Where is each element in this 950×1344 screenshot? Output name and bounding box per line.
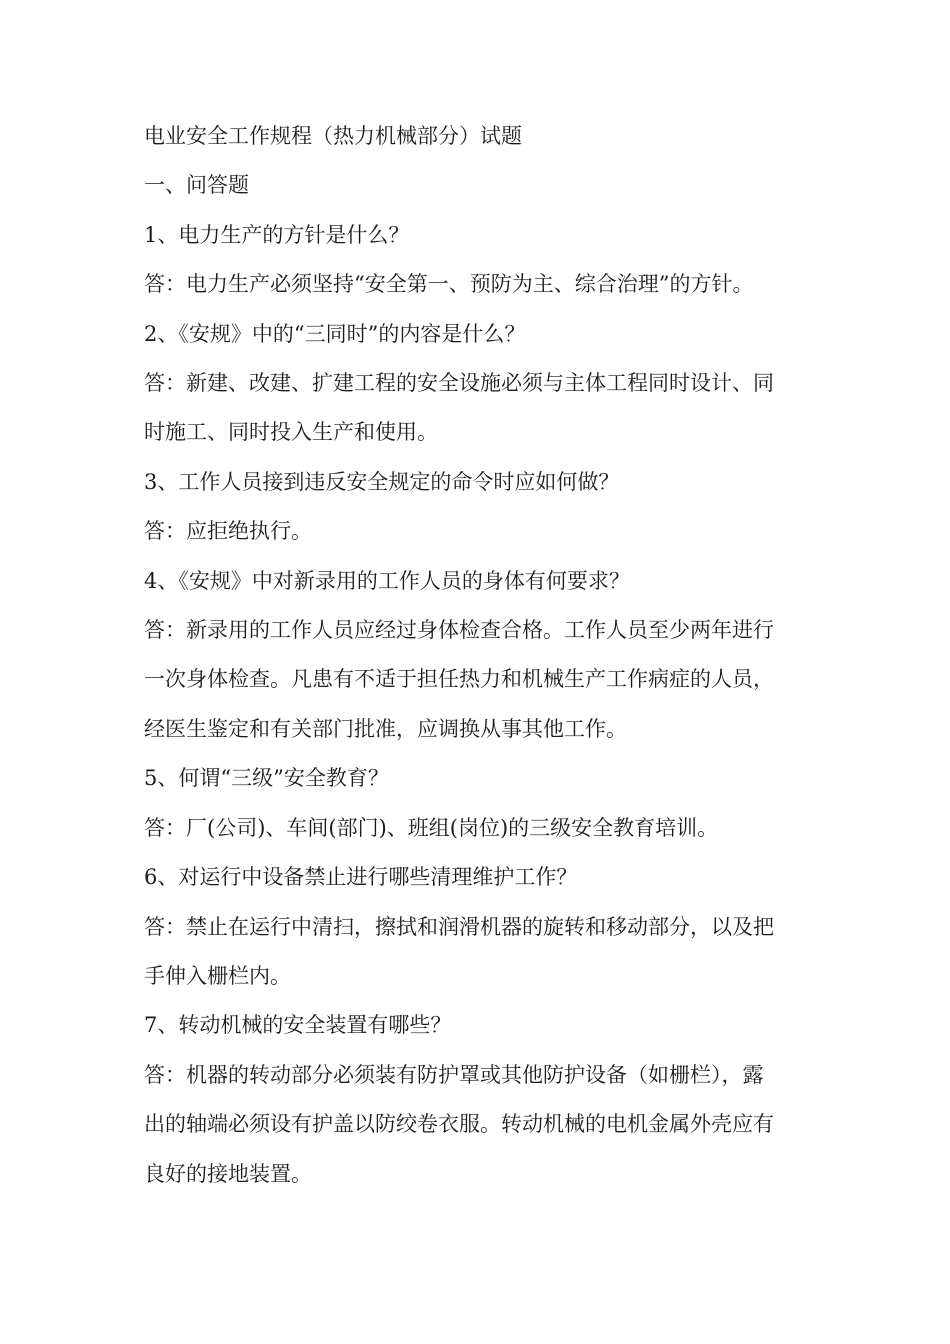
question-5: 5、何谓“三级”安全教育？ bbox=[144, 766, 389, 791]
answer-4-line-1: 答：新录用的工作人员应经过身体检查合格。工作人员至少两年进行 bbox=[144, 618, 774, 643]
qa-item-6 bbox=[144, 853, 810, 1001]
question-4: 4、《安规》中对新录用的工作人员的身体有何要求？ bbox=[144, 568, 630, 593]
section-heading: 一、问答题 bbox=[144, 173, 249, 198]
question-3: 3、工作人员接到违反安全规定的命令时应如何做？ bbox=[144, 469, 620, 494]
document-title: 电业安全工作规程（热力机械部分）试题 bbox=[144, 124, 522, 148]
qa-item-7 bbox=[144, 1001, 810, 1199]
question-7: 7、转动机械的安全装置有哪些？ bbox=[144, 1013, 452, 1038]
document-page bbox=[144, 112, 810, 1199]
answer-7-line-1: 答：机器的转动部分必须装有防护罩或其他防护设备（如栅栏），露 bbox=[144, 1062, 764, 1087]
answer-2-line-2: 时施工、同时投入生产和使用。 bbox=[144, 420, 438, 445]
answer-7-line-2: 出的轴端必须设有护盖以防绞卷衣服。转动机械的电机金属外壳应有 bbox=[144, 1112, 774, 1137]
question-1: 1、电力生产的方针是什么？ bbox=[144, 222, 410, 247]
answer-4-line-3: 经医生鉴定和有关部门批准，应调换从事其他工作。 bbox=[144, 716, 627, 741]
qa-item-4 bbox=[144, 557, 810, 755]
answer-2-line-1: 答：新建、改建、扩建工程的安全设施必须与主体工程同时设计、同 bbox=[144, 371, 774, 396]
qa-item-5 bbox=[144, 754, 810, 853]
qa-item-1 bbox=[144, 211, 810, 310]
answer-6-line-1: 答：禁止在运行中清扫，擦拭和润滑机器的旋转和移动部分，以及把 bbox=[144, 914, 774, 939]
answer-7-line-3: 良好的接地装置。 bbox=[144, 1161, 312, 1186]
answer-6-line-2: 手伸入栅栏内。 bbox=[144, 963, 291, 988]
answer-4-line-2: 一次身体检查。凡患有不适于担任热力和机械生产工作病症的人员， bbox=[144, 667, 774, 692]
answer-3-line-1: 答：应拒绝执行。 bbox=[144, 519, 312, 544]
question-6: 6、对运行中设备禁止进行哪些清理维护工作？ bbox=[144, 865, 578, 890]
question-2: 2、《安规》中的“三同时”的内容是什么？ bbox=[144, 321, 526, 346]
answer-1-line-1: 答：电力生产必须坚持“安全第一、预防为主、综合治理”的方针。 bbox=[144, 272, 754, 297]
qa-item-2 bbox=[144, 310, 810, 458]
answer-5-line-1: 答：厂(公司)、车间(部门)、班组(岗位)的三级安全教育培训。 bbox=[144, 815, 719, 840]
qa-item-3 bbox=[144, 458, 810, 557]
